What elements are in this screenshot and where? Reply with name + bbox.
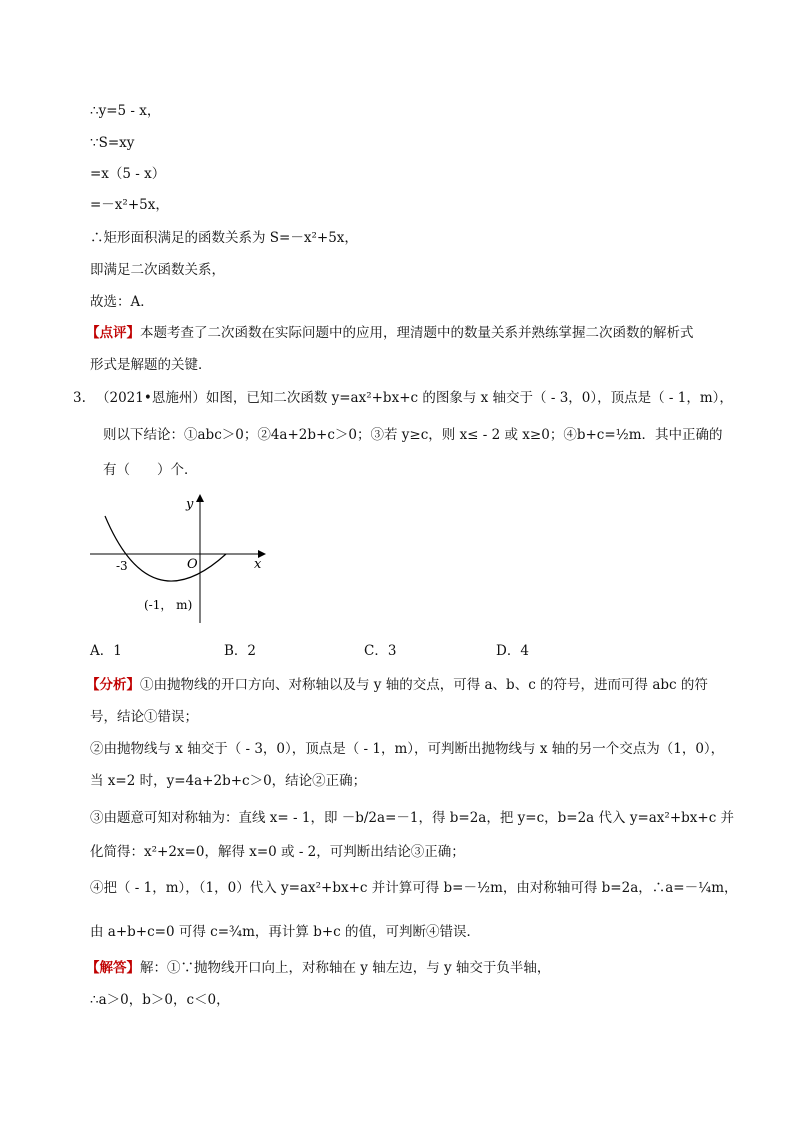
analysis-line-7: ④把（ - 1，m），（1，0）代入 y=ax²+bx+c 并计算可得 b=－½m，由对称轴可得 b=2a，∴a=－¼m，: [90, 880, 738, 896]
question-number: 3.: [73, 390, 86, 406]
y-axis-label: y: [186, 497, 194, 512]
comment-line-2: 形式是解题的关键．: [90, 357, 212, 373]
solution-line-6: 即满足二次函数关系，: [90, 262, 225, 278]
parabola-figure: [86, 488, 276, 633]
analysis-text-1: ①由抛物线的开口方向、对称轴以及与 y 轴的交点，可得 a、b、c 的符号，进而可得 abc 的符: [140, 677, 708, 693]
analysis-tag: 【分析】: [86, 677, 140, 693]
answer-tag: 【解答】: [86, 960, 140, 976]
solution-line-5: ∴矩形面积满足的函数关系为 S=－x²+5x，: [90, 230, 358, 246]
solution-line-1: ∴y=5 - x，: [90, 103, 161, 119]
analysis-line-5: ③由题意可知对称轴为：直线 x= - 1，即 －b/2a=－1，得 b=2a，把 y=c，b=2a 代入 y=ax²+bx+c 并: [90, 810, 735, 826]
option-a: A．1: [90, 643, 122, 659]
question-line-2: 则以下结论：①abc＞0；②4a+2b+c＞0；③若 y≥c，则 x≤ - 2 或 x≥0；④b+c=½m．其中正确的: [103, 427, 723, 443]
analysis-line-4: 当 x=2 时，y=4a+2b+c＞0，结论②正确；: [90, 773, 367, 789]
analysis-line-6: 化简得：x²+2x=0，解得 x=0 或 - 2，可判断出结论③正确；: [90, 844, 465, 860]
vertex-label: (-1， m): [144, 598, 193, 612]
option-b: B．2: [224, 643, 257, 659]
option-c: C．3: [364, 643, 397, 659]
option-d: D．4: [496, 643, 529, 659]
solution-line-3: =x（5 - x）: [90, 166, 166, 182]
neg3-label: -3: [116, 559, 128, 573]
solution-line-4: =－x²+5x，: [90, 197, 169, 213]
answer-line-2: ∴a＞0，b＞0，c＜0，: [90, 992, 230, 1008]
y-axis-arrow: [196, 494, 204, 502]
solution-line-2: ∵S=xy: [90, 135, 135, 151]
solution-line-7: 故选：A．: [90, 294, 154, 310]
answer-text-1: 解：①∵抛物线开口向上，对称轴在 y 轴左边，与 y 轴交于负半轴，: [140, 960, 551, 976]
analysis-line-1: [86, 675, 708, 695]
answer-line-1: [86, 958, 550, 978]
x-axis-label: x: [254, 557, 262, 572]
analysis-line-3: ②由抛物线与 x 轴交于（ - 3，0），顶点是（ - 1，m），可判断出抛物线与 x 轴的另一个交点为（1，0），: [90, 741, 725, 757]
analysis-line-8: 由 a+b+c=0 可得 c=¾m，再计算 b+c 的值，可判断④错误．: [90, 924, 481, 940]
question-line-3: 有（ ）个．: [103, 462, 198, 478]
question-line-1: （2021•恩施州）如图，已知二次函数 y=ax²+bx+c 的图象与 x 轴交于（ - 3，0），顶点是（ - 1，m），: [96, 390, 733, 406]
comment-line-1: [86, 323, 694, 343]
origin-label: O: [187, 557, 198, 572]
comment-tag: 【点评】: [86, 325, 140, 341]
comment-text-1: 本题考查了二次函数在实际问题中的应用，理清题中的数量关系并熟练掌握二次函数的解析式: [140, 325, 694, 341]
analysis-line-2: 号，结论①错误；: [90, 709, 198, 725]
